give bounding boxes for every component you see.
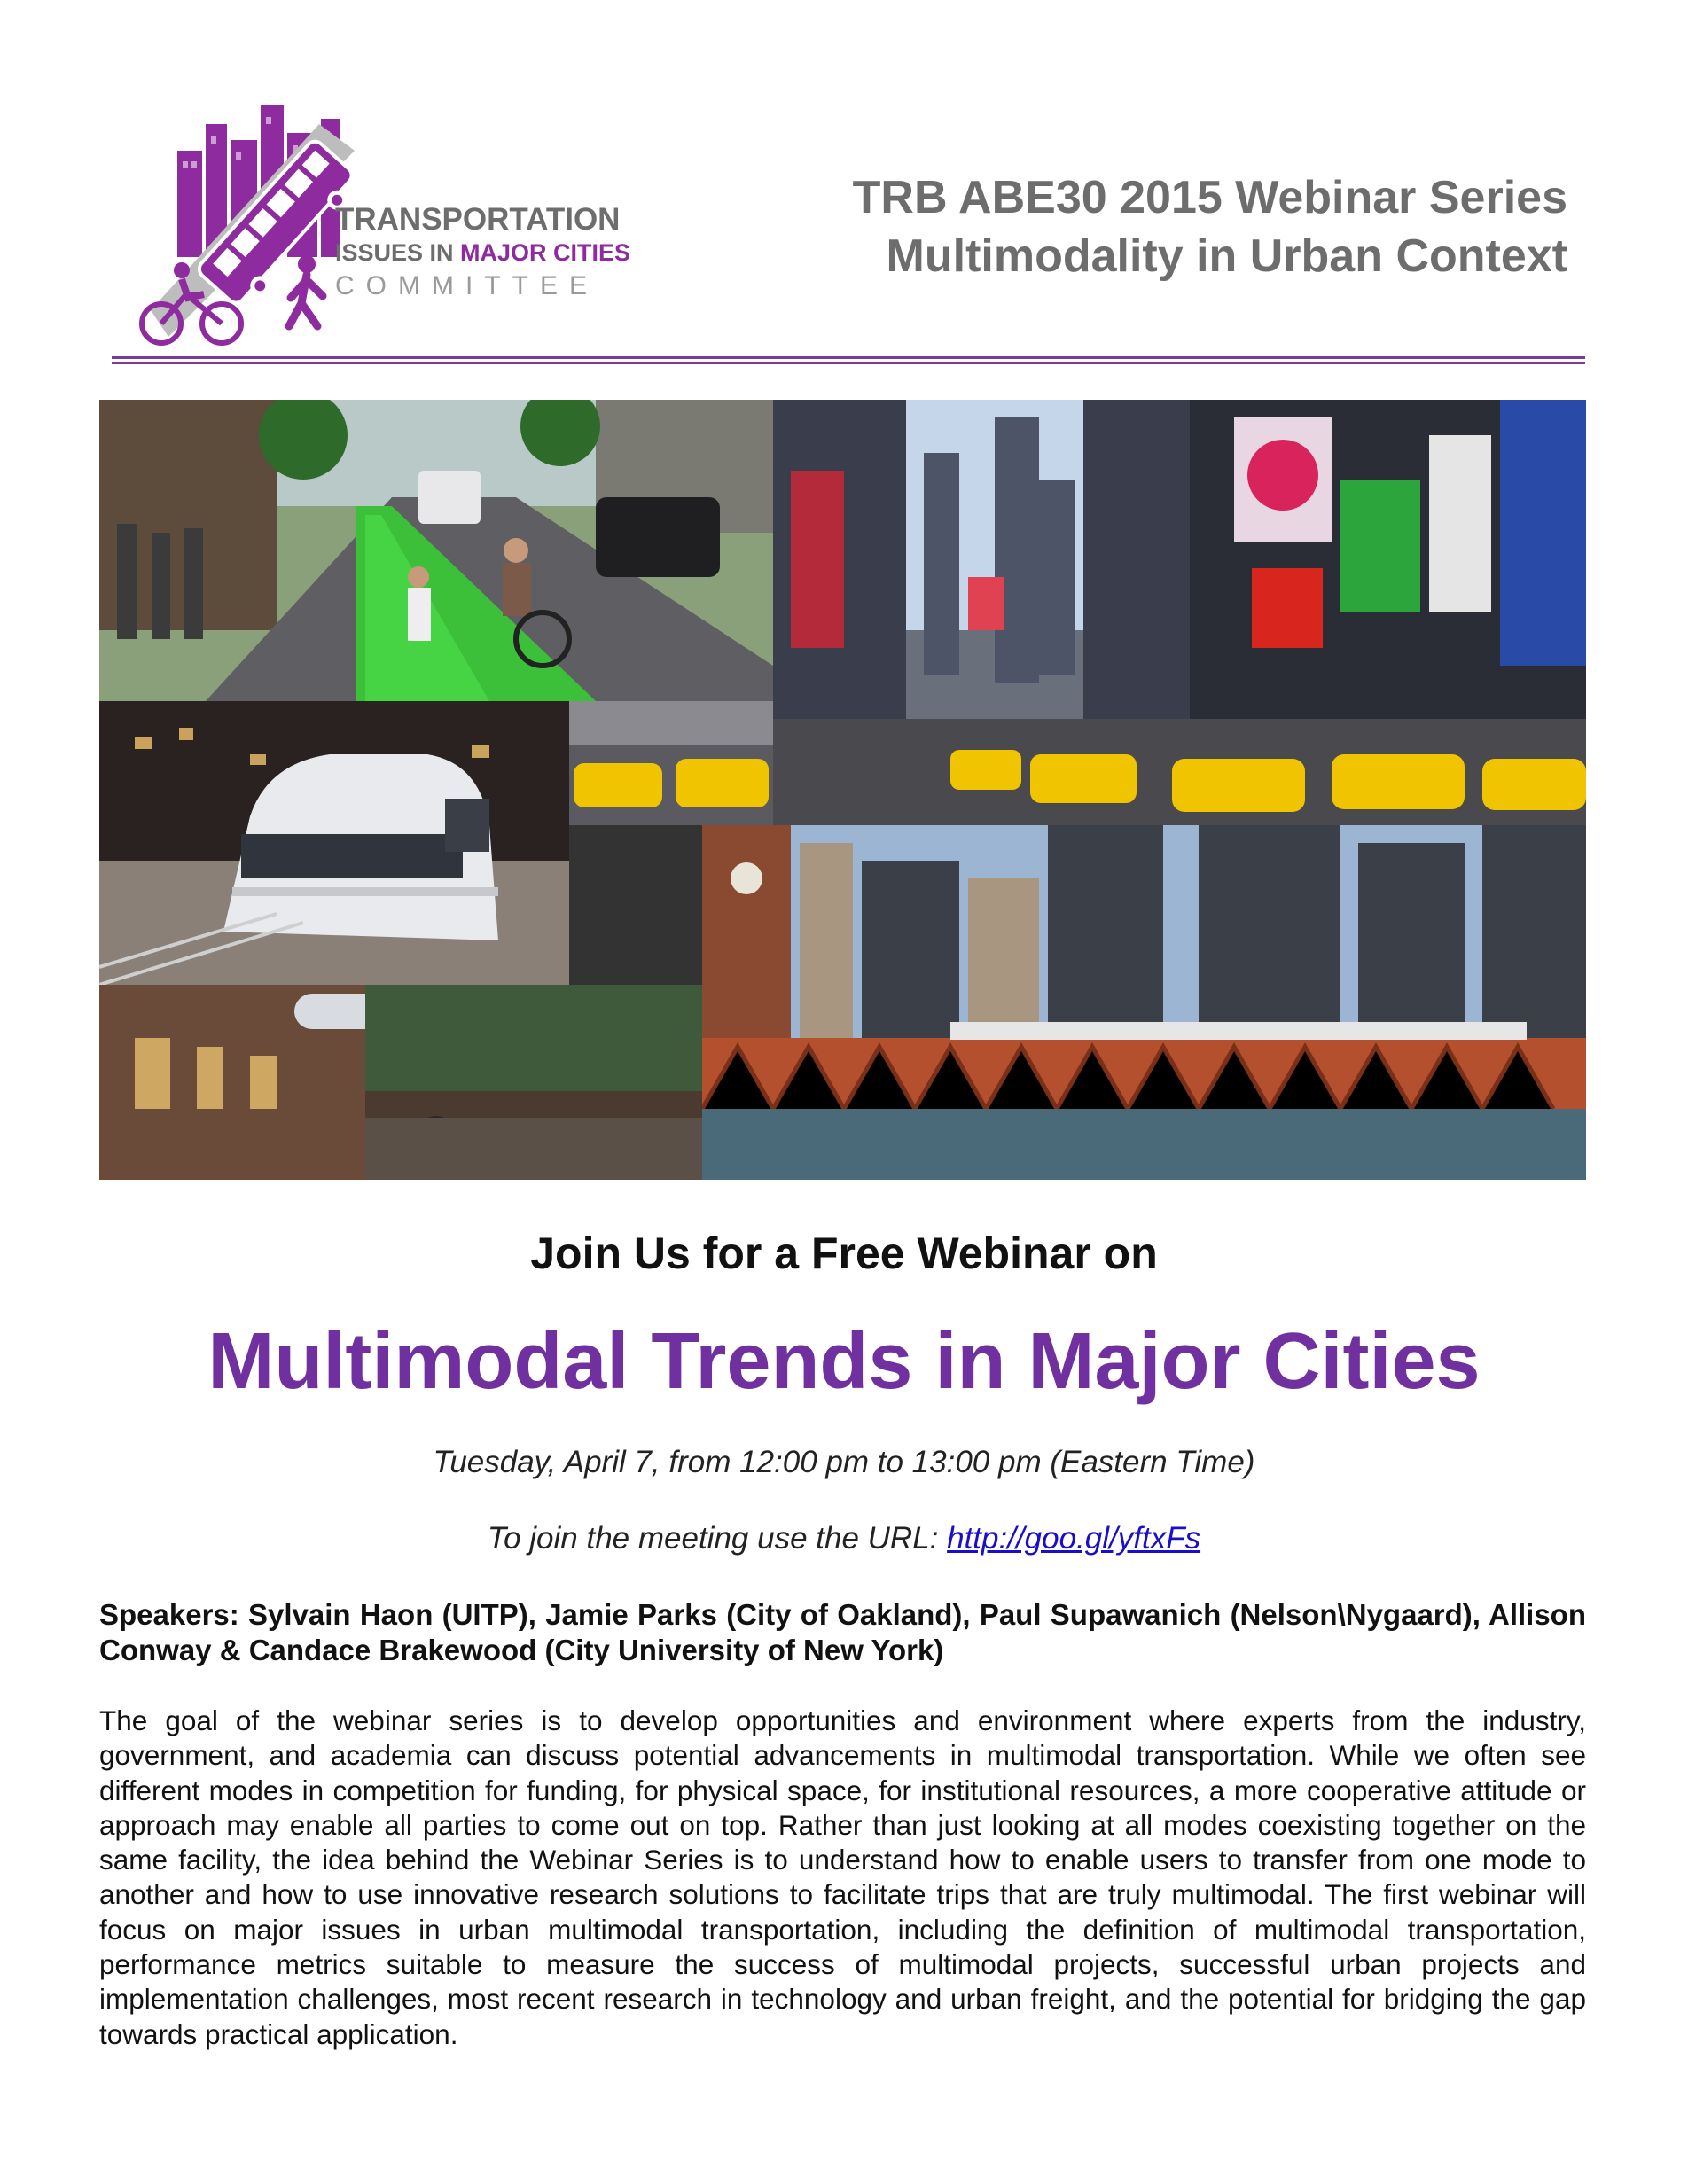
series-title-line2: Multimodality in Urban Context [886,230,1567,282]
logo-line-transportation: TRANSPORTATION [335,202,621,237]
meeting-url-link[interactable]: http://goo.gl/yftxFs [947,1521,1201,1556]
photo-taxis [569,701,773,825]
photo-chicago-bridge [702,825,1586,1180]
webinar-date: Tuesday, April 7, from 12:00 pm to 13:00 pm (Eastern Time) [433,1445,1255,1479]
photo-times-square [773,400,1586,825]
photo-bike-lane [99,400,773,701]
join-url-line [0,1521,1688,1556]
join-heading: Join Us for a Free Webinar on [530,1228,1158,1278]
photo-collage [99,400,1586,1180]
url-prefix: To join the meeting use the URL: [487,1521,948,1556]
committee-logo [133,98,665,346]
series-title [853,168,1567,285]
speakers-list: Speakers: Sylvain Haon (UITP), Jamie Parks (City of Oakland), Paul Supawanich (Nelson\Nygaard), Allison Conway & Candace Brakewood (City University of New York) [99,1598,1586,1666]
logo-major-cities: MAJOR CITIES [460,239,631,266]
series-title-line1: TRB ABE30 2015 Webinar Series [852,172,1567,223]
logo-issues-prefix: ISSUES IN [335,239,461,266]
photo-light-rail [99,701,569,985]
logo-line-committee: COMMITTEE [335,271,598,300]
logo-line-issues [335,239,630,267]
header-divider [112,356,1585,364]
webinar-description: The goal of the webinar series is to develop opportunities and environment where experts from the industry, government, and academia can discuss potential advancements in multimodal transportation. While we often see different modes in competition for funding, for physical space, for institutional resources, a more cooperative attitude or approach may enable all parties to come out on top. Rather than just looking at all modes coexisting together on the same facility, the idea behind the Webinar Series is to understand how to enable users to transfer from one mode to another and how to use innovative research solutions to facilitate trips that are truly multimodal. The first webinar will focus on major issues in urban multimodal transportation, including the definition of multimodal transportation, performance metrics suitable to measure the success of multimodal projects, successful urban projects and implementation challenges, most recent research in technology and urban freight, and the potential for bridging the gap towards practical application. [99,1704,1586,2050]
pedestrian-icon [289,255,323,326]
webinar-title: Multimodal Trends in Major Cities [207,1317,1481,1406]
photo-street-cafe [99,985,702,1180]
